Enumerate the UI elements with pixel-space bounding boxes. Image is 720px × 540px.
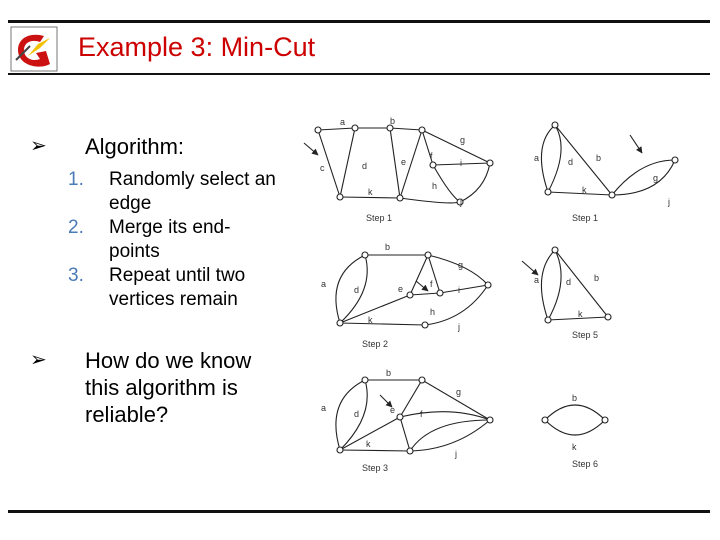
step-text: edge — [109, 193, 152, 214]
top-rule — [8, 20, 710, 23]
svg-text:j: j — [458, 322, 460, 332]
svg-text:c: c — [320, 163, 325, 173]
svg-text:e: e — [390, 405, 396, 415]
mincut-step-diagrams — [300, 95, 670, 485]
step-number: 2. — [68, 217, 84, 238]
bullet-line: How do we know — [85, 348, 252, 373]
arrow-bullet-icon: ➢ — [30, 135, 47, 157]
algorithm-steps — [68, 168, 276, 312]
step-item — [68, 264, 276, 312]
svg-text:b: b — [390, 116, 396, 126]
diagram-step2 — [321, 242, 491, 349]
logo-icon — [10, 26, 58, 72]
step-text: vertices remain — [109, 289, 238, 310]
caption: Step 1 — [366, 213, 393, 223]
caption: Step 6 — [572, 459, 599, 469]
svg-text:f: f — [430, 151, 433, 161]
svg-text:a: a — [534, 153, 540, 163]
svg-text:a: a — [321, 403, 327, 413]
svg-text:j: j — [668, 197, 670, 207]
slide-title: Example 3: Min-Cut — [78, 32, 316, 62]
title-underline-rule — [8, 73, 710, 75]
caption: Step 1 — [572, 213, 599, 223]
diagram-step1-right — [534, 122, 678, 223]
bottom-rule — [8, 510, 710, 513]
svg-text:f: f — [420, 409, 423, 419]
svg-text:d: d — [354, 285, 360, 295]
svg-text:j: j — [460, 197, 462, 207]
svg-text:k: k — [366, 439, 371, 449]
svg-text:g: g — [653, 173, 659, 183]
svg-text:g: g — [456, 387, 462, 397]
step-text: Repeat until two — [109, 265, 246, 286]
diagram-step3 — [321, 368, 493, 473]
svg-text:b: b — [385, 242, 391, 252]
caption: Step 5 — [572, 330, 599, 340]
diagram-step5 — [522, 247, 611, 340]
caption: Step 3 — [362, 463, 389, 473]
svg-text:i: i — [458, 285, 460, 295]
caption: Step 2 — [362, 339, 389, 349]
svg-text:a: a — [321, 279, 327, 289]
svg-text:a: a — [340, 117, 346, 127]
svg-text:d: d — [568, 157, 574, 167]
svg-text:b: b — [596, 153, 602, 163]
svg-text:b: b — [594, 273, 600, 283]
bullet-line: reliable? — [85, 402, 169, 427]
svg-text:k: k — [368, 315, 373, 325]
bullet-line: this algorithm is — [85, 375, 238, 400]
svg-text:h: h — [430, 307, 436, 317]
step-item — [68, 216, 276, 264]
svg-text:d: d — [566, 277, 572, 287]
svg-text:k: k — [572, 442, 577, 452]
svg-text:k: k — [582, 185, 587, 195]
arrow-bullet-icon: ➢ — [30, 349, 47, 371]
svg-text:k: k — [578, 309, 583, 319]
svg-text:j: j — [455, 449, 457, 459]
step-text: Merge its end- — [109, 217, 231, 238]
step-number: 3. — [68, 265, 84, 286]
step-text: points — [109, 241, 160, 262]
diagram-step6 — [542, 393, 608, 469]
step-number: 1. — [68, 169, 84, 190]
svg-text:k: k — [368, 187, 373, 197]
svg-text:g: g — [460, 135, 466, 145]
svg-text:b: b — [386, 368, 392, 378]
svg-text:h: h — [432, 181, 438, 191]
svg-text:d: d — [362, 161, 368, 171]
svg-text:e: e — [401, 157, 407, 167]
svg-text:b: b — [572, 393, 578, 403]
svg-text:i: i — [460, 158, 462, 168]
svg-text:e: e — [398, 284, 404, 294]
diagram-step1-original — [304, 116, 493, 223]
step-text: Randomly select an — [109, 169, 276, 190]
svg-text:f: f — [430, 279, 433, 289]
svg-text:d: d — [354, 409, 360, 419]
svg-text:a: a — [534, 275, 540, 285]
svg-text:g: g — [458, 260, 464, 270]
bullet-text: Algorithm: — [85, 134, 185, 159]
step-item — [68, 168, 276, 216]
